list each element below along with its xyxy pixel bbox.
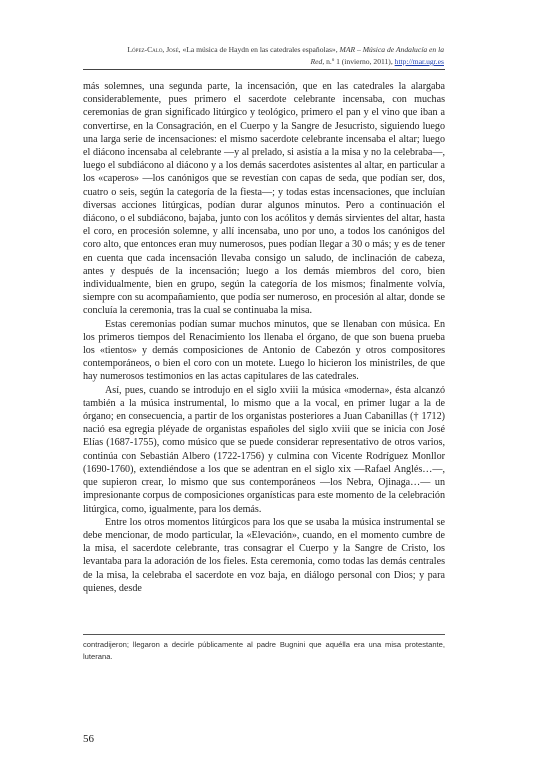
header-issue: , n.º 1 (invierno, 2011), [322, 57, 395, 66]
header-journal: MAR – Música de Andalucía en la Red [310, 45, 444, 66]
paragraph-2: Estas ceremonias podían sumar muchos minutos, que se llenaban con música. En los primeros tiempos del Renacimiento los llenaba el órgano, de que son buena prueba los «tientos» y demás composiciones de Antonio de Cabezón y otros compositores contemporáneos, o bien el coro con un motete. Luego lo hicieron los ministriles, de que hay numerosos testimonios en las actas capitulares de las catedrales. [83, 318, 445, 383]
page-number: 56 [83, 733, 94, 745]
paragraph-1: más solemnes, una segunda parte, la incensación, que en las catedrales la alargaba considerablemente, pues primero el sacerdote celebrante incensaba, con muchas ceremonias de gran significado litúrgico y teológico, primero el pan y el vino que iban a convertirse, en la Consagración, en el Cuerpo y la Sangre de Jesucristo, siguiendo luego una larga serie de incensaciones: el mismo sacerdote celebrante incensaba el altar; luego el diácono incensaba al celebrante —y al prelado, si asistía a la misa y no la celebraba—, luego el subdiácono al diácono y a los demás sacerdotes asistentes al altar, en particular a los «caperos» —los canónigos que se revestían con capas de seda, que podían ser, dos, cuatro o seis, según la categoría de la fiesta—; y todas estas incensaciones, que incluían diversas acciones litúrgicas, podían durar algunos minutos. Pero a continuación el diácono, o el subdiácono, bajaba, junto con los acólitos y demás sirvientes del altar, hasta el coro, en procesión solemne, y allí incensaba, uno por uno, a todos los canónigos del coro alto, que entonces eran muy numerosos, pues podían llegar a 30 o más; y es de tener en cuenta que cada incensación llevaba consigo un saludo, de inclinación de cabeza, antes y después de la incensación; luego a los demás miembros del coro, bien individualmente, bien en grupo, según la categoría de los mismos; finalmente volvía, siempre con su acompañamiento, que podía ser numeroso, en procesión al altar, donde se concluía la ceremonia, tras la cual se continuaba la misa. [83, 81, 445, 317]
paragraph-3: Así, pues, cuando se introdujo en el siglo xviii la música «moderna», ésta alcanzó también a la música instrumental, lo mismo que a la vocal, en primer lugar a la de órgano; en consecuencia, a partir de los organistas posteriores a Juan Cabanillas († 1712) nació esa egregia pléyade de organistas españoles del siglo xviii que se inicia con José Elías (1687-1755), como músico que se puede considerar representativo de otros varios, continúa con Sebastián Albero (1722-1756) y culmina con Vicente Rodríguez Monllor (1690-1760), extendiéndose a los que se adentran en el siglo xix —Rafael Anglés…—, que supieron crear, lo mismo que sus contemporáneos —los Nebra, Ojinaga…— un impresionante corpus de composiciones organísticas para este momento de la celebración litúrgica, como, igualmente, para los demás. [83, 384, 445, 515]
running-header [120, 44, 444, 68]
header-divider [83, 69, 445, 70]
footnote-divider [83, 634, 445, 635]
paragraph-4: Entre los otros momentos litúrgicos para los que se usaba la música instrumental se debe mencionar, de modo particular, la «Elevación», cuando, en el momento cumbre de la misa, el sacerdote celebrante, tras consagrar el Cuerpo y la Sangre de Cristo, los levantaba para la adoración de los fieles. Esta ceremonia, como todas las demás centrales de la misa, la celebraba el sacerdote en voz baja, en diálogo personal con Dios; y para quienes, desde [83, 516, 445, 594]
header-article-title: , «La música de Haydn en las catedrales españolas», [178, 45, 340, 54]
footnote: contradijeron; llegaron a decirle públicamente al padre Bugnini que aquélla era una misa protestante, luterana. [83, 640, 445, 661]
header-url-link[interactable]: http://mar.ugr.es [394, 57, 444, 66]
main-text [83, 80, 445, 595]
header-author: López-Calo, José [127, 45, 179, 54]
